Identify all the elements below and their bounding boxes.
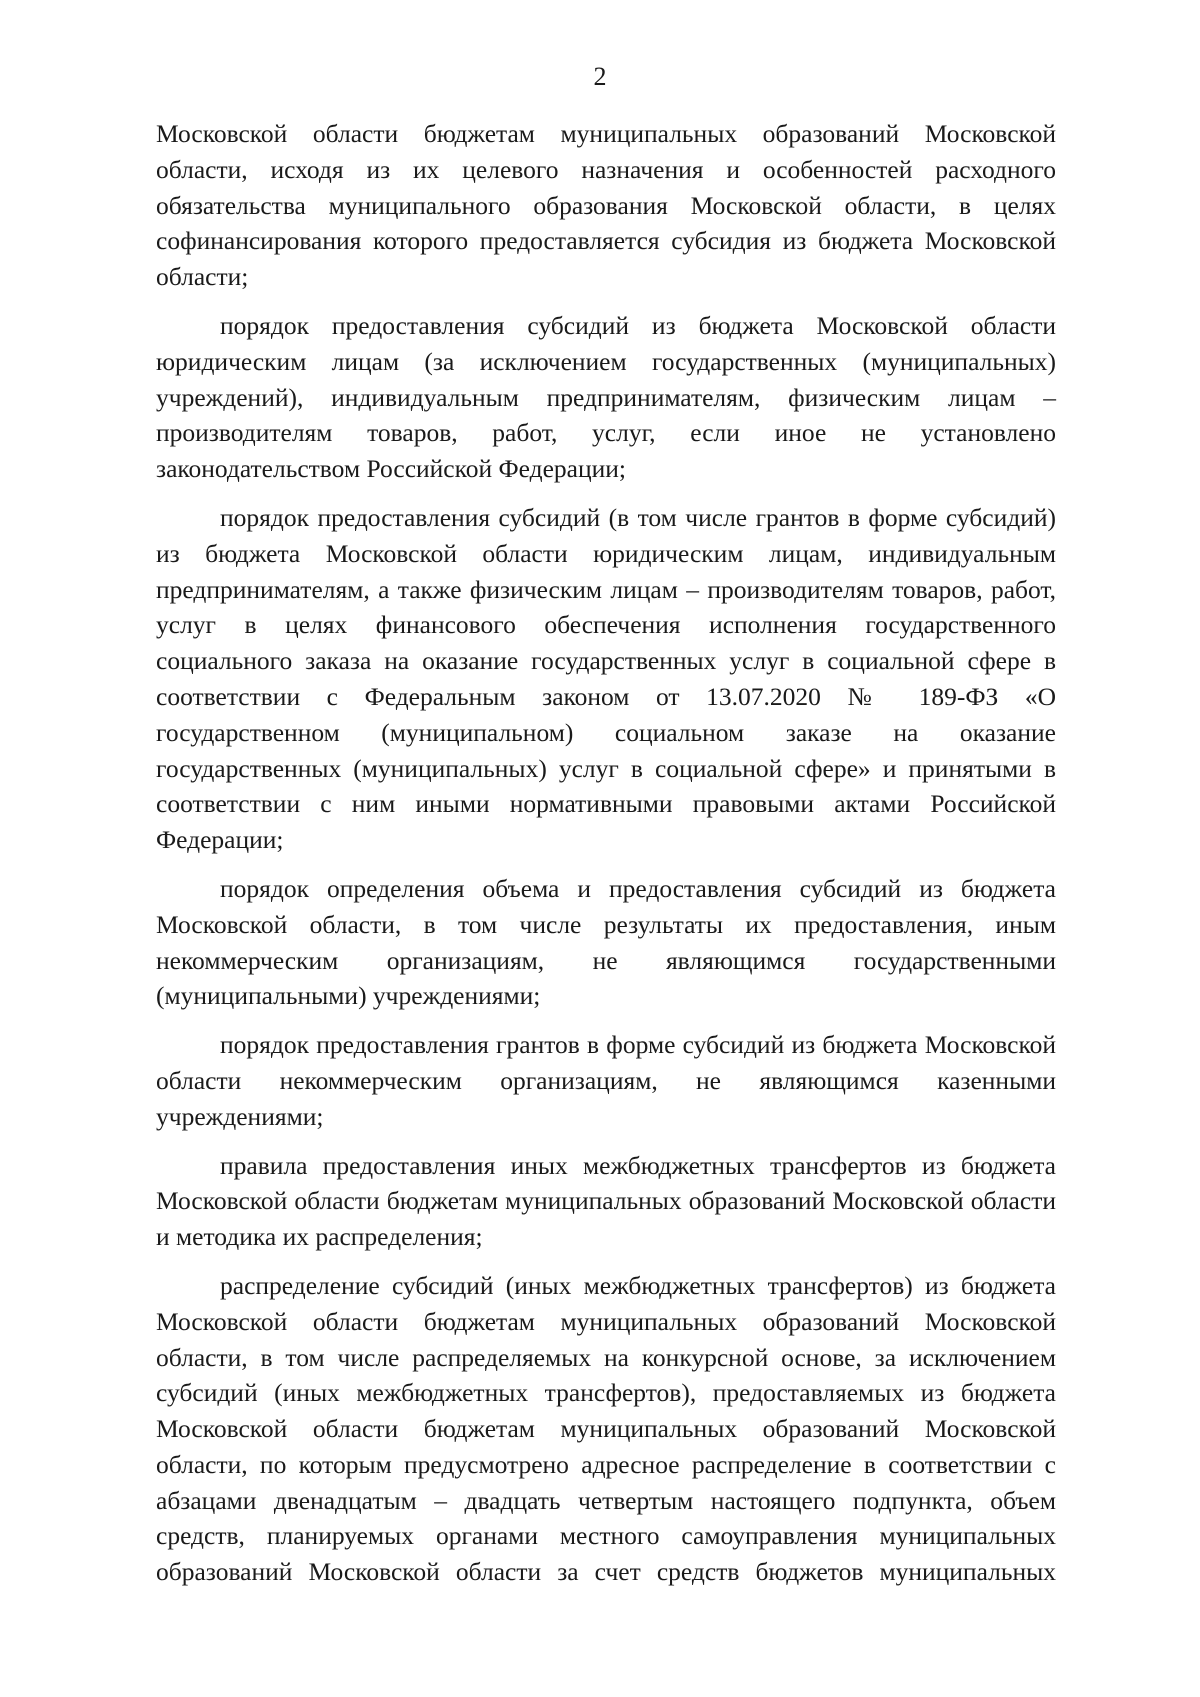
document-body xyxy=(156,116,1056,1603)
paragraph-continuation: Московской области бюджетам муниципальных образований Московской области, исходя из их целевого назначения и особенностей расходного обязательства муниципального образования Московской области, в целях софинансирования которого предоставляется субсидия из бюджета Московской области; xyxy=(156,119,1056,292)
paragraph-nonprofit-grants: порядок предоставления грантов в форме субсидий из бюджета Московской области некоммерческим организациям, не являющимся казенными учреждениями; xyxy=(156,1030,1056,1131)
paragraph-nonprofit-subsidies: порядок определения объема и предоставления субсидий из бюджета Московской области, в том числе результаты их предоставления, иным некоммерческим организациям, не являющимся государственными (муниципальными) учреждениями; xyxy=(156,873,1056,1011)
paragraph-subsidy-distribution: распределение субсидий (иных межбюджетных трансфертов) из бюджета Московской области бюджетам муниципальных образований Московской области, в том числе распределяемых на конкурсной основе, за исключением субсидий (иных межбюджетных трансфертов), предоставляемых из бюджета Московской области бюджетам муниципальных образований Московской области, по которым предусмотрено адресное распределение в соответствии с абзацами двенадцатым – двадцать четвертым настоящего подпункта, объем средств, планируемых органами местного самоуправления муниципальных образований Московской области за счет средств бюджетов муниципальных xyxy=(156,1270,1056,1587)
page-number: 2 xyxy=(593,62,607,91)
paragraph-social-order-subsidies: порядок предоставления субсидий (в том числе грантов в форме субсидий) из бюджета Московской области юридическим лицам, индивидуальным предпринимателям, а также физическим лицам – производителям товаров, работ, услуг в целях финансового обеспечения исполнения государственного социального заказа на оказание государственных услуг в социальной сфере в соответствии с Федеральным законом от 13.07.2020 № 189-ФЗ «О государственном (муниципальном) социальном заказе на оказание государственных (муниципальных) услуг в социальной сфере» и принятыми в соответствии с ним иными нормативными правовыми актами Российской Федерации; xyxy=(156,502,1056,855)
paragraph-subsidy-legal-entities: порядок предоставления субсидий из бюджета Московской области юридическим лицам (за исключением государственных (муниципальных) учреждений), индивидуальным предпринимателям, физическим лицам – производителям товаров, работ, услуг, если иное не установлено законодательством Российской Федерации; xyxy=(156,310,1056,484)
paragraph-interbudget-transfer-rules: правила предоставления иных межбюджетных трансфертов из бюджета Московской области бюджетам муниципальных образований Московской области и методика их распределения; xyxy=(156,1150,1056,1252)
